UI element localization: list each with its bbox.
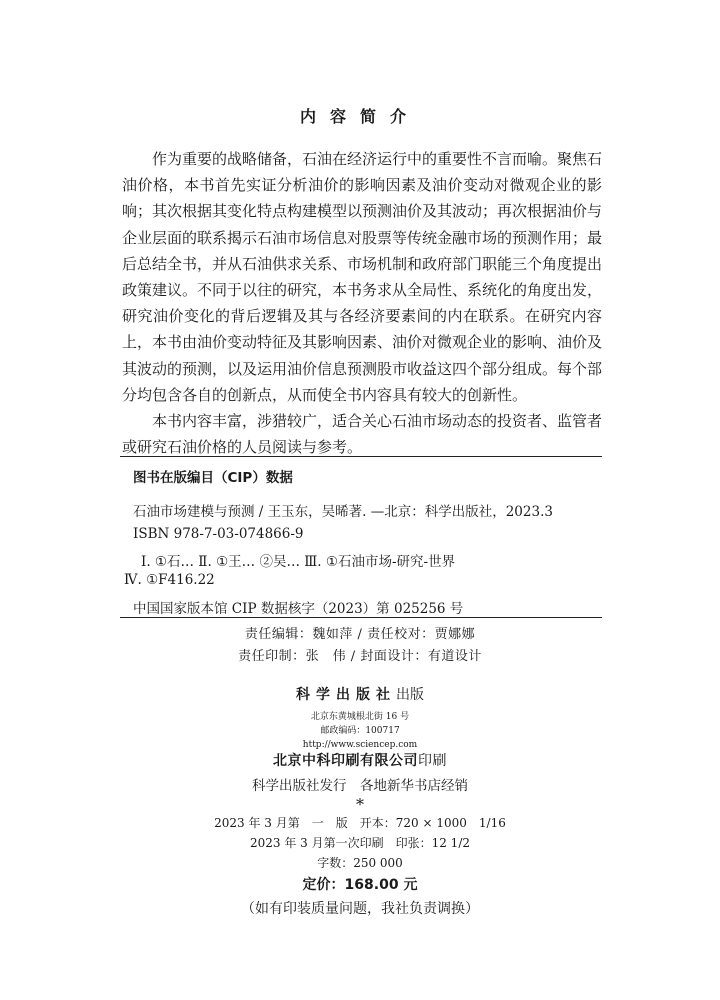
publisher-name: 科学出版社 <box>296 687 396 703</box>
cip-classification-1: Ⅰ. ①石… Ⅱ. ①王… ②吴… Ⅲ. ①石油市场-研究-世界 <box>141 554 456 570</box>
editor-credits <box>0 624 720 668</box>
printer-name: 北京中科印刷有限公司 <box>273 753 418 769</box>
printer-line <box>0 750 720 770</box>
production-line: 责任印制：张 伟 / 封面设计：有道设计 <box>238 649 482 664</box>
intro-paragraph-1: 作为重要的战略储备，石油在经济运行中的重要性不言而喻。聚焦石油价格，本书首先实证分析油价的影响因素及油价变动对微观企业的影响；其次根据其变化特点构建模型以预测油价及其波动；再次根据油价与企业层面的联系揭示石油市场信息对股票等传统金融市场的预测作用；最后总结全书，并从石油供求关系、市场机制和政府部门职能三个角度提出政策建议。不同于以往的研究，本书务求从全局性、系统化的角度出发，研究油价变化的背后逻辑及其与各经济要素间的内在联系。在研究内容上，本书由油价变动特征及其影响因素、油价对微观企业的影响、油价及其波动的预测，以及运用油价信息预测股市收益这四个部分组成。每个部分均包含各自的创新点，从而使全书内容具有较大的创新性。 <box>122 150 603 404</box>
quality-notice: （如有印装质量问题，我社负责调换） <box>241 901 479 917</box>
intro-paragraph-2: 本书内容丰富，涉猎较广，适合关心石油市场动态的投资者、监管者或研究石油价格的人员阅读与参考。 <box>122 412 603 457</box>
cip-bottom-rule <box>120 617 602 618</box>
publisher-line <box>0 684 720 704</box>
edition-line: 2023 年 3 月第 一 版 开本：720 × 1000 1/16 <box>214 816 506 830</box>
publisher-url: http://www.sciencep.com <box>302 740 418 750</box>
cip-core-number: 中国国家版本馆 CIP 数据核字（2023）第 025256 号 <box>133 601 464 617</box>
publisher-address: 北京东黄城根北街 16 号 <box>310 712 410 722</box>
printing-line: 2023 年 3 月第一次印刷 印张：12 1/2 <box>249 836 470 850</box>
page-title: 内容简介 <box>299 107 420 126</box>
cip-heading: 图书在版编目（CIP）数据 <box>133 470 293 486</box>
cip-top-rule <box>120 456 602 457</box>
cip-record: 石油市场建模与预测 / 王玉东，吴晞著. —北京：科学出版社，2023.3 <box>133 504 553 520</box>
price: 定价：168.00 元 <box>302 877 418 893</box>
separator-asterisk: * <box>356 795 364 814</box>
cip-isbn: ISBN 978-7-03-074866-9 <box>133 526 304 542</box>
distribution-line: 科学出版社发行 各地新华书店经销 <box>252 778 468 794</box>
publisher-postcode: 邮政编码：100717 <box>320 726 400 736</box>
publisher-suffix: 出版 <box>396 687 424 703</box>
editor-line: 责任编辑：魏如萍 / 责任校对：贾娜娜 <box>244 627 476 642</box>
printer-suffix: 印刷 <box>418 753 447 769</box>
word-count: 字数：250 000 <box>317 856 403 870</box>
intro-text <box>122 146 602 460</box>
cip-classification-2: Ⅳ. ①F416.22 <box>124 572 215 588</box>
